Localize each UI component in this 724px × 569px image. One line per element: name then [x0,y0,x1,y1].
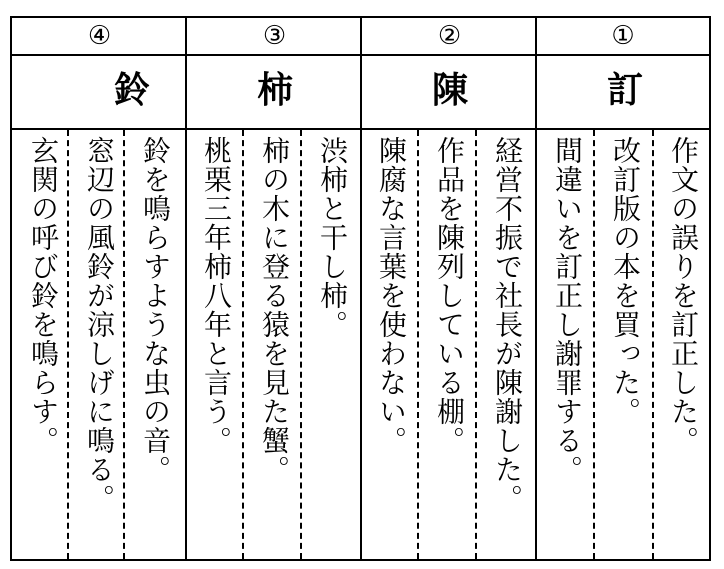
kanji-cell [362,56,537,130]
column-number: ① [537,18,709,56]
column-1 [537,18,709,559]
example-sentence: 鈴を鳴らすような虫の音。 [139,136,172,484]
column-number: ③ [187,18,362,56]
column-number: ② [362,18,537,56]
kanji-cell [537,56,709,130]
example-sentence: 間違いを訂正し謝罪する。 [551,136,584,484]
example-sentence: 玄関の呼び鈴を鳴らす。 [27,136,60,455]
target-kanji: 柿 [257,70,294,111]
dashed-divider [123,130,125,559]
column-4 [12,18,187,559]
example-sentence: 陳腐な言葉を使わない。 [375,136,408,455]
example-sentence: 柿の木に登る猿を見た蟹。 [258,136,291,484]
column-number: ④ [12,18,187,56]
dashed-divider [652,130,654,559]
kanji-cell [12,56,187,130]
dashed-divider [417,130,419,559]
column-2 [362,18,537,559]
dashed-divider [300,130,302,559]
example-sentence: 作品を陳列している棚。 [433,136,466,455]
worksheet-table [10,16,711,561]
target-kanji: 陳 [432,70,469,111]
column-3 [187,18,362,559]
example-sentence: 渋柿と干し柿。 [316,136,349,339]
target-kanji: 鈴 [114,70,151,111]
example-sentence: 改訂版の本を買った。 [609,136,642,426]
dashed-divider [242,130,244,559]
example-sentence: 経営不振で社長が陳謝した。 [491,136,524,513]
example-sentence: 作文の誤りを訂正した。 [667,136,700,455]
dashed-divider [475,130,477,559]
example-sentence: 窓辺の風鈴が涼しげに鳴る。 [83,136,116,513]
target-kanji: 訂 [607,70,644,111]
dashed-divider [67,130,69,559]
dashed-divider [593,130,595,559]
kanji-cell [187,56,362,130]
example-sentence: 桃栗三年柿八年と言う。 [200,136,233,455]
